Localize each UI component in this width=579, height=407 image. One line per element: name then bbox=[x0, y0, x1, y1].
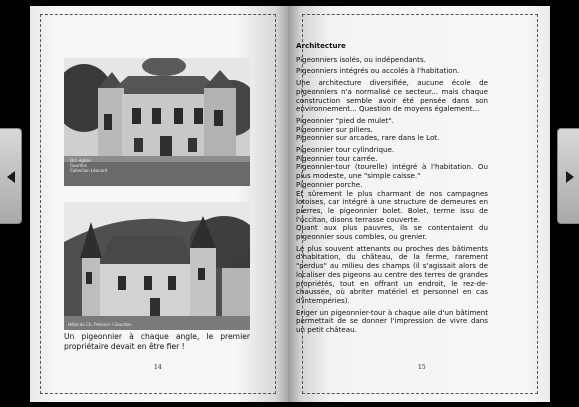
previous-page-button[interactable] bbox=[0, 128, 22, 224]
paragraph: Eriger un pigeonnier-tour à chaque aile d'un bâtiment permettait de se donner l'impression de vivre dans un petit château. bbox=[296, 307, 488, 335]
photo-caption: Un pigeonnier à chaque angle, le premier propriétaire devait en être fier ! bbox=[64, 332, 250, 351]
chevron-right-icon bbox=[565, 171, 575, 183]
photo-credit: Hôtel du Ch. Pelissier / Gourdon bbox=[68, 322, 132, 327]
paragraph: Pigeonnier tour cylindrique. Pigeonnier tour carrée. Pigeonnier-tour (tourelle) intégré à l'habitation. Ou plus modeste, une "simple caisse." Pigeonnier porche. Et sûrement le plus charmant de nos campagnes lotoises, car intégré à une structure de demeures en pierres, le pigeonnier bolet. Bolet, terme issu de l'occitan, disons terrasse couverte. Quant aux plus pauvres, ils se contentaient du pigeonnier sous combles, ou grenier. bbox=[296, 145, 488, 242]
chateau-towers-image bbox=[64, 202, 250, 330]
paragraph: Pigeonnier "pied de mulet". Pigeonnier sur piliers. Pigeonnier sur arcades, rare dans le Lot. bbox=[296, 115, 440, 143]
chevron-left-icon bbox=[6, 171, 16, 183]
left-page[interactable] bbox=[30, 6, 288, 402]
paragraph: Le plus souvent attenants ou proches des bâtiments d'habitation, du château, de la ferme, rarement "perdus" au milieu des champs (il s'agissait alors de localiser des pigeons au centre des terres de grandes propriétés, tout en offrant un endroit, le rez-de-chaussée, où abriter matériel et personnel en cas d'intempéries). bbox=[296, 243, 488, 305]
photo-credit bbox=[70, 158, 107, 173]
photo-credit-line: Collection Léonard bbox=[70, 168, 108, 173]
article-text bbox=[296, 42, 488, 338]
chateau-towers-photo bbox=[64, 202, 250, 330]
manor-house-photo bbox=[64, 58, 250, 186]
paragraph: Pigeonniers isolés, ou indépendants. bbox=[296, 54, 426, 64]
paragraph: Pigeonniers intégrés ou accolés à l'habitation. bbox=[296, 66, 460, 76]
photo-credit-line: Ort. église bbox=[70, 158, 91, 163]
photo-credit-line: Gourdon bbox=[70, 163, 88, 168]
paragraph: Une architecture diversifiée, aucune école de pigeonniers n'a normalisé ce secteur... mais chaque construction semble avoir été pensée dans son environnement... Question de moyens également... bbox=[296, 78, 488, 114]
next-page-button[interactable] bbox=[557, 128, 579, 224]
page-number: 15 bbox=[418, 364, 426, 371]
section-title: Architecture bbox=[296, 41, 346, 50]
page-number: 14 bbox=[154, 364, 162, 371]
